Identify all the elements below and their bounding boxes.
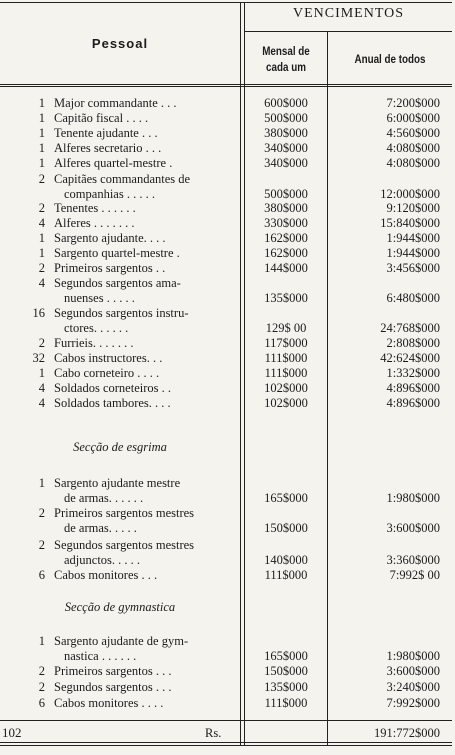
row-anual: 12:000$000 (380, 187, 440, 201)
row-quantity: 2 (38, 201, 45, 215)
header-pessoal: Pessoal (91, 36, 149, 51)
row-mensal: 150$000 (264, 664, 308, 678)
row-description-continuation: companhias . . . . . (64, 187, 155, 201)
row-quantity: 2 (38, 261, 45, 275)
row-description-continuation: nuenses . . . . . (64, 291, 135, 305)
row-quantity: 32 (32, 351, 45, 365)
row-anual: 4:560$000 (386, 126, 440, 140)
row-description: Sargento ajudante de gym- (54, 634, 189, 648)
row-mensal: 117$000 (264, 336, 308, 350)
row-description: Primeiros sargentos . . . (54, 664, 172, 678)
row-mensal: 162$000 (264, 231, 308, 245)
row-description: Major commandante . . . (54, 96, 177, 110)
row-quantity: 2 (38, 664, 45, 678)
row-description: Segundos sargentos . . . (54, 680, 172, 694)
row-quantity: 2 (38, 538, 45, 552)
row-description: Alferes quartel-mestre . (54, 156, 173, 170)
row-description: Cabos instructores. . . (54, 351, 163, 365)
row-anual: 3:456$000 (386, 261, 440, 275)
row-anual: 4:080$000 (386, 156, 440, 170)
row-description-continuation: nastica . . . . . . (64, 649, 137, 663)
row-description: Cabo corneteiro . . . . (54, 366, 160, 380)
row-quantity: 1 (38, 156, 45, 170)
row-mensal: 380$000 (264, 201, 308, 215)
row-mensal: 135$000 (264, 291, 308, 305)
row-description: Sargento ajudante mestre (54, 476, 181, 490)
row-description: Cabos monitores . . . (54, 568, 158, 582)
header-anual: Anual de todos (354, 52, 426, 66)
vencimentos-rule (245, 31, 452, 32)
row-anual: 6:480$000 (386, 291, 440, 305)
total-quantity: 102 (2, 725, 22, 740)
row-description: Soldados tambores. . . . (54, 396, 171, 410)
row-quantity: 6 (38, 696, 45, 710)
row-mensal: 111$000 (264, 366, 308, 380)
row-mensal: 600$000 (264, 96, 308, 110)
total-anual: 191:772$000 (374, 726, 440, 740)
row-anual: 1:980$000 (386, 491, 440, 505)
row-description: Soldados corneteiros . . (54, 381, 171, 395)
row-anual: 3:600$000 (386, 521, 440, 535)
row-description: Tenentes . . . . . . (54, 201, 136, 215)
row-anual: 4:080$000 (386, 141, 440, 155)
row-quantity: 2 (38, 680, 45, 694)
column-divider-1b (244, 2, 245, 745)
row-description: Furrieis. . . . . . . (54, 336, 134, 350)
column-divider-1 (240, 2, 241, 745)
row-mensal: 165$000 (264, 491, 308, 505)
row-description: Capitães commandantes de (54, 172, 191, 186)
header-mensal-line-1: Mensal de (262, 44, 310, 58)
row-anual: 1:332$000 (386, 366, 440, 380)
row-mensal: 330$000 (264, 216, 308, 230)
row-anual: 1:980$000 (386, 649, 440, 663)
row-anual: 4:896$000 (386, 396, 440, 410)
row-mensal: 111$000 (264, 568, 308, 582)
row-mensal: 380$000 (264, 126, 308, 140)
row-quantity: 16 (32, 306, 45, 320)
row-mensal: 340$000 (264, 141, 308, 155)
row-quantity: 6 (38, 568, 45, 582)
header-bottom-rule-2 (0, 86, 452, 87)
row-quantity: 1 (38, 476, 45, 490)
row-mensal: 162$000 (264, 246, 308, 260)
row-description-continuation: de armas. . . . . (64, 521, 137, 535)
row-quantity: 2 (38, 336, 45, 350)
row-description: Segundos sargentos mestres (54, 538, 195, 552)
row-quantity: 1 (38, 96, 45, 110)
row-mensal: 135$000 (264, 680, 308, 694)
row-anual: 4:896$000 (386, 381, 440, 395)
row-anual: 3:360$000 (386, 553, 440, 567)
row-description: Primeiros sargentos mestres (54, 506, 195, 520)
row-quantity: 2 (38, 506, 45, 520)
row-quantity: 1 (38, 366, 45, 380)
row-mensal: 500$000 (264, 187, 308, 201)
row-mensal: 111$000 (264, 696, 308, 710)
row-mensal: 144$000 (264, 261, 308, 275)
row-quantity: 1 (38, 634, 45, 648)
row-description: Alferes secretario . . . (54, 141, 162, 155)
row-description-continuation: de armas. . . . . . (64, 491, 144, 505)
row-mensal: 165$000 (264, 649, 308, 663)
row-anual: 3:600$000 (386, 664, 440, 678)
column-divider-2 (327, 31, 328, 745)
row-quantity: 4 (38, 381, 45, 395)
row-quantity: 1 (38, 231, 45, 245)
row-anual: 24:768$000 (380, 321, 440, 335)
row-anual: 6:000$000 (386, 111, 440, 125)
row-mensal: 500$000 (264, 111, 308, 125)
row-quantity: 4 (38, 276, 45, 290)
row-mensal: 102$000 (264, 381, 308, 395)
row-description: Capitão fiscal . . . . (54, 111, 149, 125)
row-quantity: 1 (38, 111, 45, 125)
row-anual: 3:240$000 (386, 680, 440, 694)
row-anual: 2:808$000 (386, 336, 440, 350)
bottom-rule-2 (0, 745, 452, 746)
bottom-rule (0, 742, 452, 743)
row-mensal: 111$000 (264, 351, 308, 365)
row-quantity: 4 (38, 396, 45, 410)
row-mensal: 129$ 00 (265, 321, 307, 335)
row-quantity: 1 (38, 141, 45, 155)
row-mensal: 140$000 (264, 553, 308, 567)
row-anual: 7:992$000 (386, 696, 440, 710)
row-description: Segundos sargentos instru- (54, 306, 189, 320)
row-quantity: 2 (38, 172, 45, 186)
row-mensal: 340$000 (264, 156, 308, 170)
row-description: Alferes . . . . . . . (54, 216, 135, 230)
row-description: Tenente ajudante . . . (54, 126, 158, 140)
row-anual: 1:944$000 (386, 246, 440, 260)
row-anual: 9:120$000 (386, 201, 440, 215)
total-label: Rs. (205, 726, 222, 740)
row-mensal: 150$000 (264, 521, 308, 535)
row-quantity: 4 (38, 216, 45, 230)
row-description: Sargento ajudante. . . . (54, 231, 166, 245)
header-vencimentos: VENCIMENTOS (292, 6, 405, 21)
row-anual: 7:200$000 (386, 96, 440, 110)
header-bottom-rule (0, 84, 452, 85)
section-heading: Secção de gymnastica (64, 600, 176, 614)
header-mensal-line-2: cada um (266, 60, 306, 74)
row-description: Cabos monitores . . . . (54, 696, 164, 710)
row-description: Segundos sargentos ama- (54, 276, 181, 290)
row-mensal: 102$000 (264, 396, 308, 410)
total-top-rule (0, 720, 452, 721)
row-anual: 15:840$000 (380, 216, 440, 230)
row-description-continuation: ctores. . . . . . (64, 321, 129, 335)
row-anual: 7:992$ 00 (389, 568, 440, 582)
row-quantity: 1 (38, 246, 45, 260)
row-quantity: 1 (38, 126, 45, 140)
row-description: Sargento quartel-mestre . (54, 246, 180, 260)
row-anual: 1:944$000 (386, 231, 440, 245)
row-description-continuation: adjunctos. . . . . (64, 553, 141, 567)
top-rule (0, 2, 452, 3)
row-anual: 42:624$000 (380, 351, 440, 365)
header-mensal (254, 43, 318, 75)
row-description: Primeiros sargentos . . (54, 261, 166, 275)
section-heading: Secção de esgrima (73, 440, 167, 454)
